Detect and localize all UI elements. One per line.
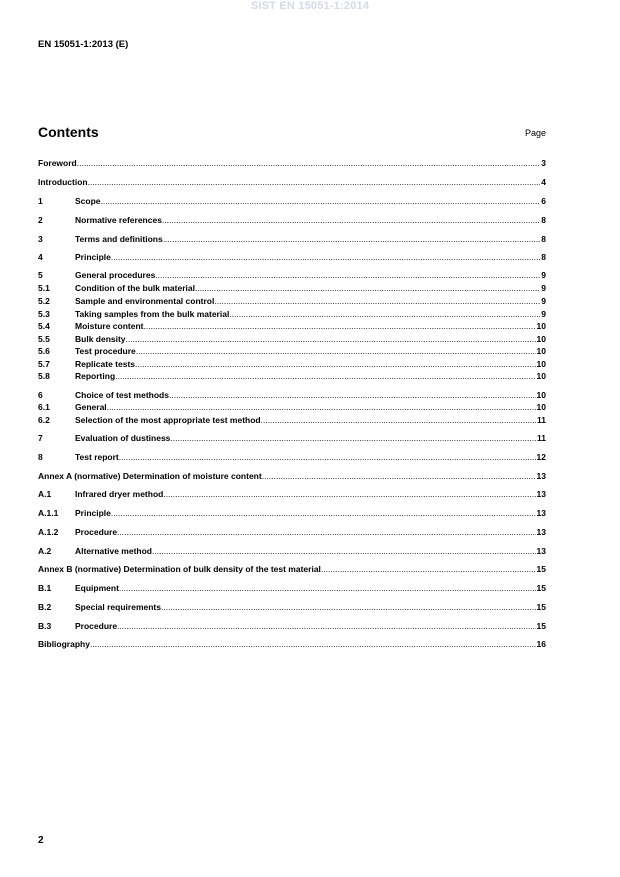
toc-entry[interactable]	[38, 158, 546, 169]
toc-entry[interactable]	[38, 215, 546, 226]
dot-leader	[75, 371, 536, 382]
toc-entry-page: 11	[537, 433, 546, 443]
toc-entry-page: 13	[536, 508, 546, 518]
toc-entry[interactable]	[38, 546, 546, 557]
dot-leader	[75, 583, 536, 594]
dot-leader	[75, 196, 540, 207]
toc-entry-page: 15	[536, 602, 546, 612]
dot-leader	[75, 527, 536, 538]
toc-entry[interactable]	[38, 283, 546, 294]
toc-entry-number: 1	[38, 196, 43, 206]
toc-entry-page: 10	[536, 321, 546, 331]
toc-entry-page: 6	[541, 196, 546, 206]
toc-entry-title: Evaluation of dustiness .....	[75, 433, 536, 443]
toc-entry-number: 7	[38, 433, 43, 443]
toc-entry-title: Test report .....	[75, 452, 536, 462]
toc-entry-title: Moisture content .....	[75, 321, 536, 331]
toc-entry-page: 10	[536, 371, 546, 381]
toc-entry-title: Test procedure .....	[75, 346, 536, 356]
page-column-header: Page	[524, 128, 546, 138]
toc-entry-title: Reporting .....	[75, 371, 536, 381]
toc-entry[interactable]	[38, 270, 546, 281]
toc-entry-page: 13	[536, 489, 546, 499]
toc-entry-title: General procedures .....	[75, 270, 540, 280]
toc-entry-number: A.1.1	[38, 508, 59, 518]
toc-entry[interactable]	[38, 508, 546, 519]
toc-entry[interactable]	[38, 527, 546, 538]
dot-leader	[75, 334, 536, 345]
toc-entry-title: Annex B (normative) Determination of bulk density of the test material .....	[38, 564, 536, 574]
toc-entry[interactable]	[38, 359, 546, 370]
dot-leader	[75, 621, 536, 632]
toc-entry[interactable]	[38, 402, 546, 413]
toc-entry-title: Taking samples from the bulk material .....	[75, 309, 540, 319]
toc-entry-page: 10	[536, 402, 546, 412]
toc-entry-number: 5.4	[38, 321, 50, 331]
toc-entry[interactable]	[38, 334, 546, 345]
toc-entry[interactable]	[38, 390, 546, 401]
dot-leader	[75, 270, 540, 281]
toc-entry[interactable]	[38, 252, 546, 263]
contents-title: Contents	[38, 124, 99, 140]
toc-entry[interactable]	[38, 602, 546, 613]
dot-leader	[38, 177, 540, 188]
toc-entry-number: 6.1	[38, 402, 50, 412]
toc-entry-number: 5.6	[38, 346, 50, 356]
toc-entry-page: 9	[541, 309, 546, 319]
dot-leader	[75, 602, 536, 613]
toc-entry-page: 15	[536, 583, 546, 593]
toc-entry-number: 4	[38, 252, 43, 262]
toc-entry-page: 4	[541, 177, 546, 187]
dot-leader	[75, 433, 536, 444]
toc-entry-page: 10	[536, 390, 546, 400]
dot-leader	[75, 508, 536, 519]
dot-leader	[75, 452, 536, 463]
dot-leader	[75, 346, 536, 357]
toc-entry-number: 5.7	[38, 359, 50, 369]
toc-entry-page: 13	[536, 471, 546, 481]
dot-leader	[75, 402, 536, 413]
toc-entry-page: 10	[536, 334, 546, 344]
toc-entry-number: B.1	[38, 583, 52, 593]
toc-entry-number: 2	[38, 215, 43, 225]
toc-entry-title: Principle .....	[75, 508, 536, 518]
toc-entry-title: Scope .....	[75, 196, 540, 206]
toc-entry-page: 10	[536, 346, 546, 356]
dot-leader	[38, 564, 536, 575]
toc-entry[interactable]	[38, 621, 546, 632]
toc-entry-page: 16	[536, 639, 546, 649]
dot-leader	[75, 489, 536, 500]
toc-entry-number: B.3	[38, 621, 52, 631]
dot-leader	[75, 309, 540, 320]
dot-leader	[75, 252, 540, 263]
dot-leader	[75, 296, 540, 307]
toc-entry-title: Procedure .....	[75, 621, 536, 631]
toc-entry-title: Sample and environmental control .....	[75, 296, 540, 306]
toc-entry-number: 5.1	[38, 283, 50, 293]
dot-leader	[38, 471, 536, 482]
dot-leader	[75, 234, 540, 245]
toc-entry-title: General .....	[75, 402, 536, 412]
toc-entry-title: Condition of the bulk material .....	[75, 283, 540, 293]
toc-entry[interactable]	[38, 346, 546, 357]
toc-entry[interactable]	[38, 639, 546, 650]
toc-entry-page: 13	[536, 546, 546, 556]
toc-entry[interactable]	[38, 489, 546, 500]
toc-entry-page: 3	[541, 158, 546, 168]
toc-entry-page: 8	[541, 215, 546, 225]
dot-leader	[38, 158, 540, 169]
toc-entry-number: 5.2	[38, 296, 50, 306]
toc-entry[interactable]	[38, 452, 546, 463]
toc-entry-title: Bulk density .....	[75, 334, 536, 344]
toc-entry[interactable]	[38, 583, 546, 594]
toc-entry-number: 5.5	[38, 334, 50, 344]
document-reference: EN 15051-1:2013 (E)	[38, 39, 129, 50]
toc-entry-page: 10	[536, 359, 546, 369]
toc-entry[interactable]	[38, 177, 546, 188]
toc-entry-page: 8	[541, 234, 546, 244]
toc-entry[interactable]	[38, 234, 546, 245]
toc-entry-title: Normative references .....	[75, 215, 540, 225]
toc-entry[interactable]	[38, 564, 546, 575]
toc-entry-title: Special requirements .....	[75, 602, 536, 612]
toc-entry-page: 15	[536, 621, 546, 631]
toc-entry-number: B.2	[38, 602, 52, 612]
toc-entry-number: 5.3	[38, 309, 50, 319]
toc-entry-title: Principle .....	[75, 252, 540, 262]
toc-entry[interactable]	[38, 309, 546, 320]
dot-leader	[75, 321, 536, 332]
toc-entry-number: 6	[38, 390, 43, 400]
watermark: SIST EN 15051-1:2014	[250, 0, 370, 12]
toc-entry-title: Introduction .....	[38, 177, 540, 187]
dot-leader	[75, 415, 536, 426]
toc-entry[interactable]	[38, 471, 546, 482]
toc-entry-page: 13	[536, 527, 546, 537]
toc-entry-number: A.1	[38, 489, 52, 499]
toc-entry-page: 12	[536, 452, 546, 462]
toc-entry-page: 11	[537, 415, 546, 425]
toc-entry-page: 8	[541, 252, 546, 262]
toc-entry[interactable]	[38, 321, 546, 332]
toc-entry-number: 5.8	[38, 371, 50, 381]
toc-entry-title: Selection of the most appropriate test method .....	[75, 415, 536, 425]
page-number: 2	[38, 835, 44, 846]
toc-entry-number: 5	[38, 270, 43, 280]
toc-entry-title: Bibliography .....	[38, 639, 536, 649]
toc-entry-title: Alternative method .....	[75, 546, 536, 556]
toc-entry-title: Procedure .....	[75, 527, 536, 537]
toc-entry[interactable]	[38, 196, 546, 207]
dot-leader	[75, 546, 536, 557]
toc-entry-number: 6.2	[38, 415, 50, 425]
toc-entry-number: 8	[38, 452, 43, 462]
toc-entry-page: 9	[541, 270, 546, 280]
toc-entry-title: Choice of test methods .....	[75, 390, 536, 400]
dot-leader	[75, 283, 540, 294]
toc-entry-title: Foreword .....	[38, 158, 540, 168]
toc-entry-title: Replicate tests .....	[75, 359, 536, 369]
toc-entry-title: Annex A (normative) Determination of moisture content .....	[38, 471, 536, 481]
toc-entry-number: 3	[38, 234, 43, 244]
dot-leader	[75, 215, 540, 226]
dot-leader	[75, 390, 536, 401]
dot-leader	[38, 639, 536, 650]
toc-entry-page: 9	[541, 296, 546, 306]
toc-entry-page: 9	[541, 283, 546, 293]
toc-entry-title: Infrared dryer method .....	[75, 489, 536, 499]
toc-entry-title: Equipment .....	[75, 583, 536, 593]
toc-entry-number: A.1.2	[38, 527, 59, 537]
toc-entry-title: Terms and definitions .....	[75, 234, 540, 244]
toc-entry[interactable]	[38, 371, 546, 382]
toc-entry[interactable]	[38, 415, 546, 426]
dot-leader	[75, 359, 536, 370]
toc-entry-number: A.2	[38, 546, 52, 556]
toc-entry[interactable]	[38, 433, 546, 444]
toc-entry[interactable]	[38, 296, 546, 307]
toc-entry-page: 15	[536, 564, 546, 574]
